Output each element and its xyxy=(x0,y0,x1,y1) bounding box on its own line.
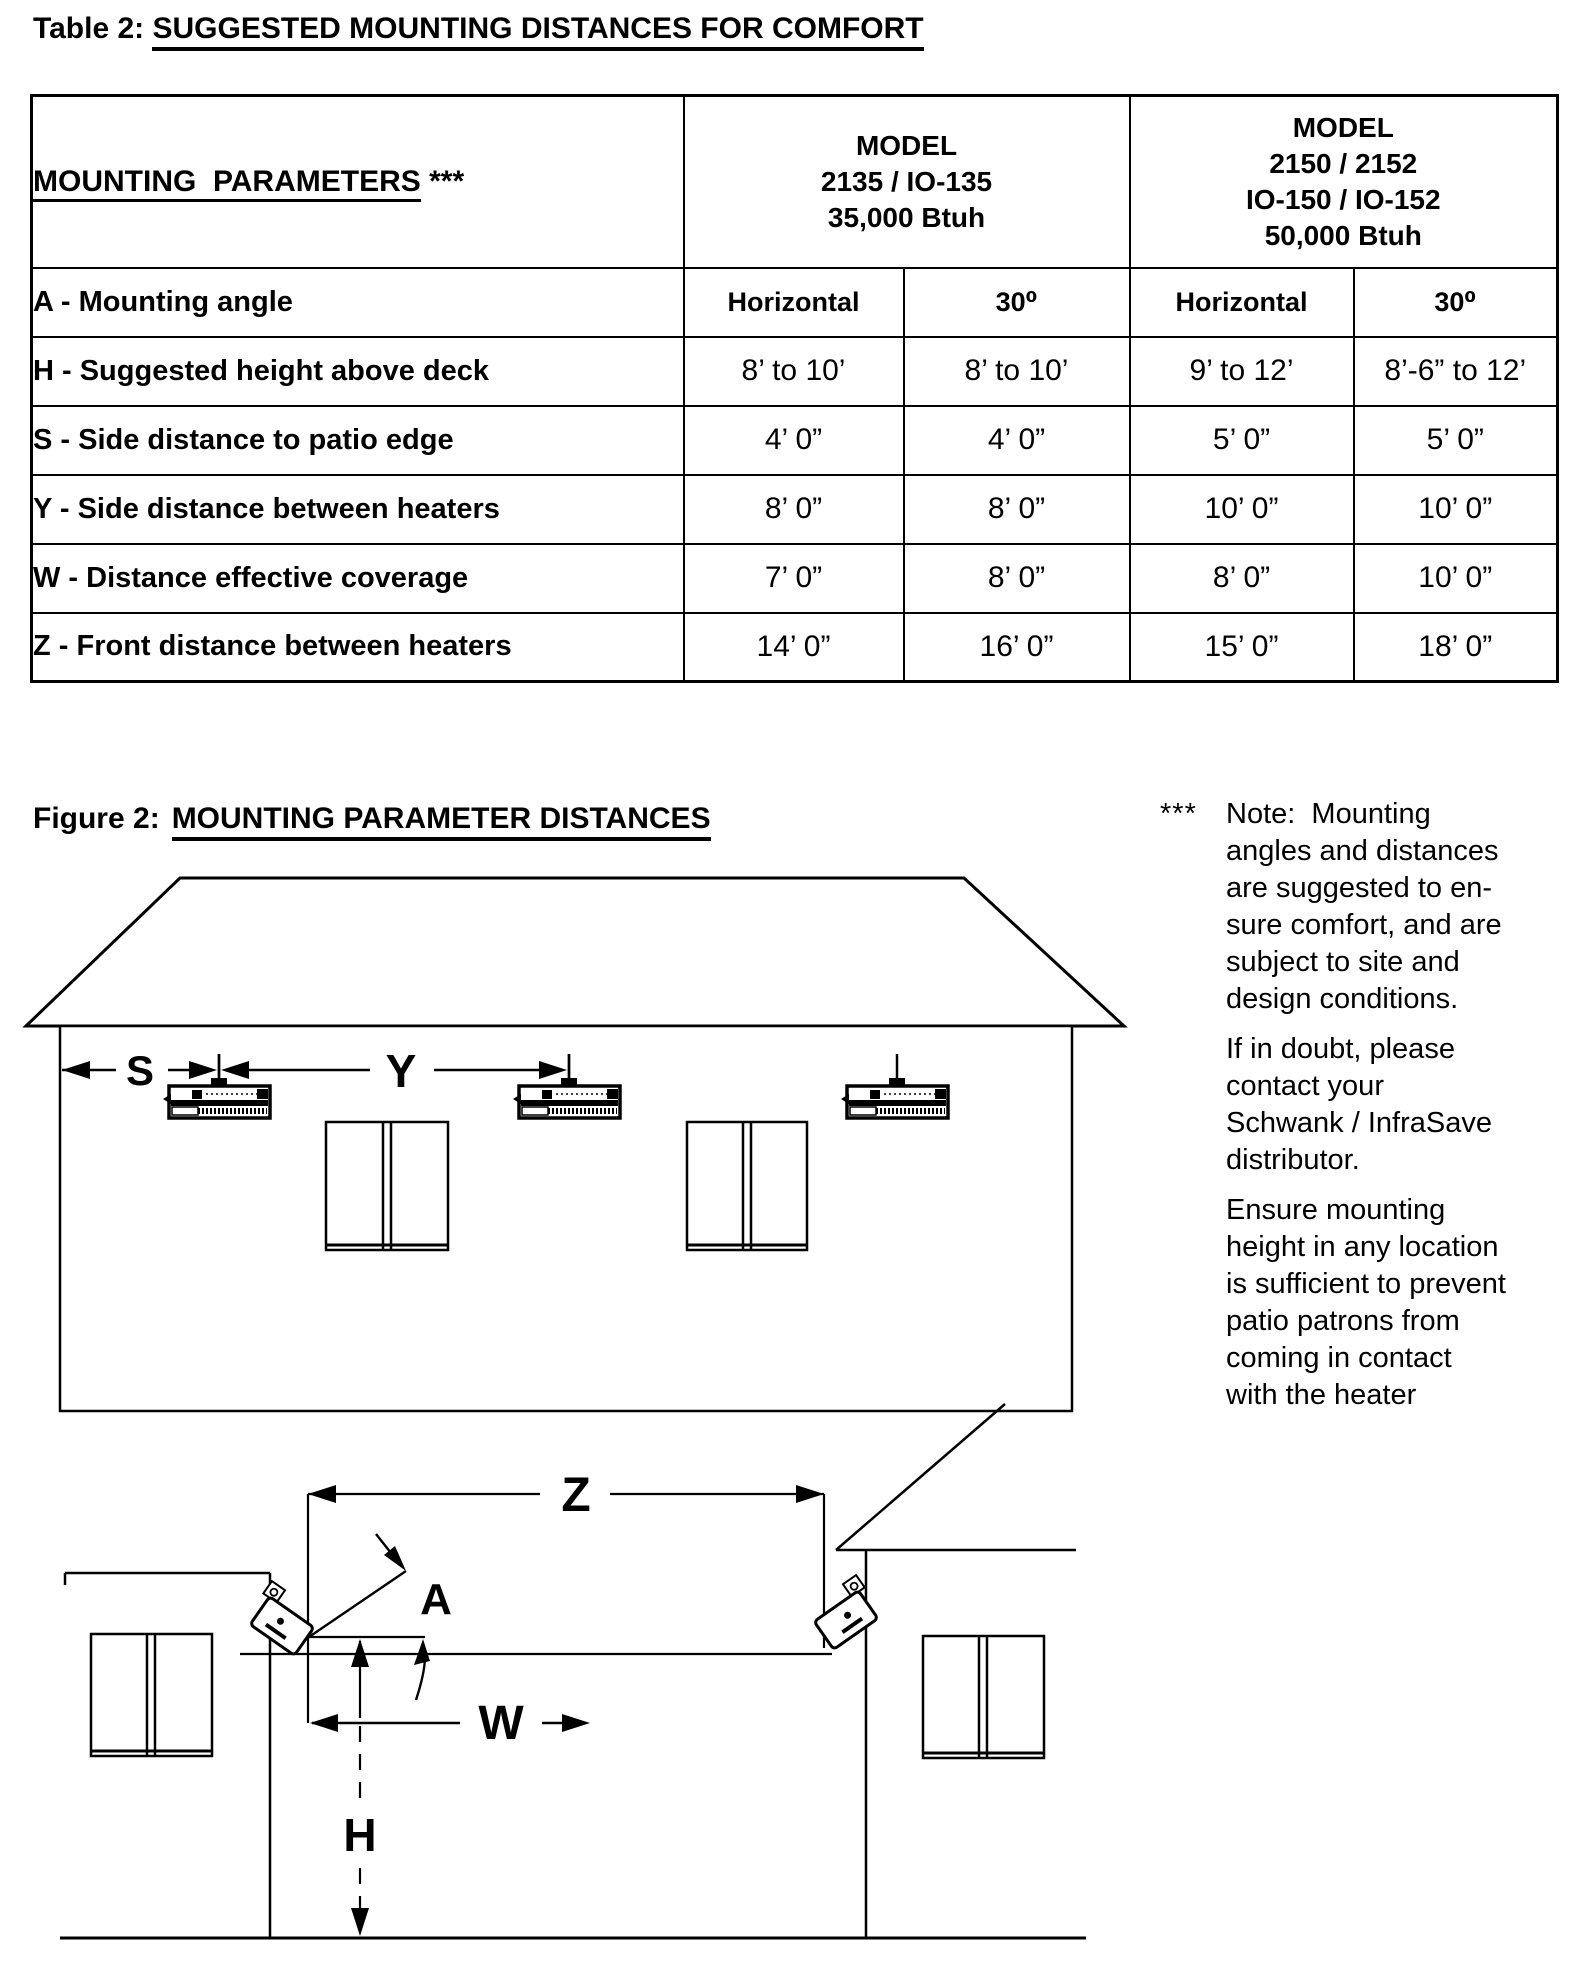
cell-value: 18’ 0” xyxy=(1354,613,1558,682)
header-mounting-parameters xyxy=(32,96,684,268)
cell-value: 8’ 0” xyxy=(904,475,1130,544)
header-model-2150: MODEL 2150 / 2152 IO-150 / IO-152 50,000 Btuh xyxy=(1130,96,1558,268)
label-Y: Y xyxy=(385,1045,417,1097)
figure-title xyxy=(33,802,711,836)
row-label-mounting-angle: A - Mounting angle xyxy=(32,268,684,337)
cell-value: 5’ 0” xyxy=(1354,406,1558,475)
figure-title-prefix: Figure 2: xyxy=(33,802,160,835)
arrow-up-icon xyxy=(414,1639,430,1665)
table-row xyxy=(32,337,1558,406)
cell-value: 16’ 0” xyxy=(904,613,1130,682)
cell-value: Horizontal xyxy=(684,268,904,337)
cell-value: 10’ 0” xyxy=(1130,475,1354,544)
arrow-left-icon xyxy=(308,1485,336,1503)
figure-title-text: MOUNTING PARAMETER DISTANCES xyxy=(172,802,711,841)
tilted-heater-right xyxy=(806,1575,883,1649)
cell-value: 15’ 0” xyxy=(1130,613,1354,682)
patio-heater-icon xyxy=(513,1086,620,1118)
table-row xyxy=(32,268,1558,337)
label-Z: Z xyxy=(561,1469,591,1522)
cell-value: Horizontal xyxy=(1130,268,1354,337)
cell-value: 7’ 0” xyxy=(684,544,904,613)
row-label-distance-effective-coverage: W - Distance effective coverage xyxy=(32,544,684,613)
label-A: A xyxy=(420,1575,452,1624)
table-row xyxy=(32,613,1558,682)
patio-heater-icon xyxy=(841,1086,948,1118)
row-label-height-above-deck: H - Suggested height above deck xyxy=(32,337,684,406)
table-title-text: SUGGESTED MOUNTING DISTANCES FOR COMFORT xyxy=(152,12,923,51)
arrow-down-icon xyxy=(351,1908,369,1936)
window xyxy=(91,1634,212,1756)
tilted-heater-left xyxy=(244,1581,321,1655)
cell-value: 14’ 0” xyxy=(684,613,904,682)
cell-value: 8’ to 10’ xyxy=(904,337,1130,406)
header-model-2135: MODEL 2135 / IO-135 35,000 Btuh xyxy=(684,96,1130,268)
window xyxy=(326,1122,448,1250)
cell-value: 8’ to 10’ xyxy=(684,337,904,406)
table-row xyxy=(32,544,1558,613)
cell-value: 4’ 0” xyxy=(684,406,904,475)
window xyxy=(923,1636,1044,1758)
cell-value: 4’ 0” xyxy=(904,406,1130,475)
cell-value: 30⁰ xyxy=(1354,268,1558,337)
arrow-right-icon xyxy=(796,1485,824,1503)
front-elevation xyxy=(26,878,1124,1411)
notes-column xyxy=(1160,796,1570,1427)
note-marker: *** xyxy=(1160,798,1197,830)
cell-value: 9’ to 12’ xyxy=(1130,337,1354,406)
note-paragraph-1: *** Note: Mounting angles and distances are suggested to en- sure comfort, and are subject to site and design conditions. xyxy=(1160,798,1502,1015)
roof xyxy=(26,878,1124,1026)
cell-value: 8’-6” to 12’ xyxy=(1354,337,1558,406)
right-roof-slope xyxy=(836,1404,1005,1550)
z-dimension xyxy=(308,1494,824,1723)
table-title-prefix: Table 2: xyxy=(33,12,145,45)
label-H: H xyxy=(343,1809,377,1861)
row-label-side-distance-between-heaters: Y - Side distance between heaters xyxy=(32,475,684,544)
side-view xyxy=(60,1404,1086,1938)
note-paragraph-2: If in doubt, please contact your Schwank / InfraSave distributor. xyxy=(1226,1033,1492,1176)
mounting-diagram xyxy=(20,848,1150,1962)
cell-value: 10’ 0” xyxy=(1354,544,1558,613)
table-title xyxy=(33,12,924,46)
cell-value: 5’ 0” xyxy=(1130,406,1354,475)
label-S: S xyxy=(125,1047,155,1094)
arrow-right-icon xyxy=(562,1714,590,1732)
heater-axis-line xyxy=(306,1571,406,1639)
cell-value: 8’ 0” xyxy=(904,544,1130,613)
table-row xyxy=(32,406,1558,475)
windows-side xyxy=(91,1634,1044,1758)
mounting-distances-table xyxy=(30,94,1559,683)
label-W: W xyxy=(478,1697,524,1750)
cell-value: 30⁰ xyxy=(904,268,1130,337)
window xyxy=(687,1122,807,1250)
patio-heater-icon xyxy=(163,1086,270,1118)
cell-value: 8’ 0” xyxy=(684,475,904,544)
row-label-front-distance-between-heaters: Z - Front distance between heaters xyxy=(32,613,684,682)
row-label-side-distance-patio-edge: S - Side distance to patio edge xyxy=(32,406,684,475)
table-row xyxy=(32,475,1558,544)
arrow-left-icon xyxy=(310,1714,338,1732)
header-mounting-parameters-label: MOUNTING PARAMETERS xyxy=(33,165,421,202)
cell-value: 8’ 0” xyxy=(1130,544,1354,613)
cell-value: 10’ 0” xyxy=(1354,475,1558,544)
header-note-marker: *** xyxy=(429,164,465,198)
note-paragraph-3: Ensure mounting height in any location is sufficient to prevent patio patrons from coming in contact with the heater xyxy=(1226,1194,1506,1411)
